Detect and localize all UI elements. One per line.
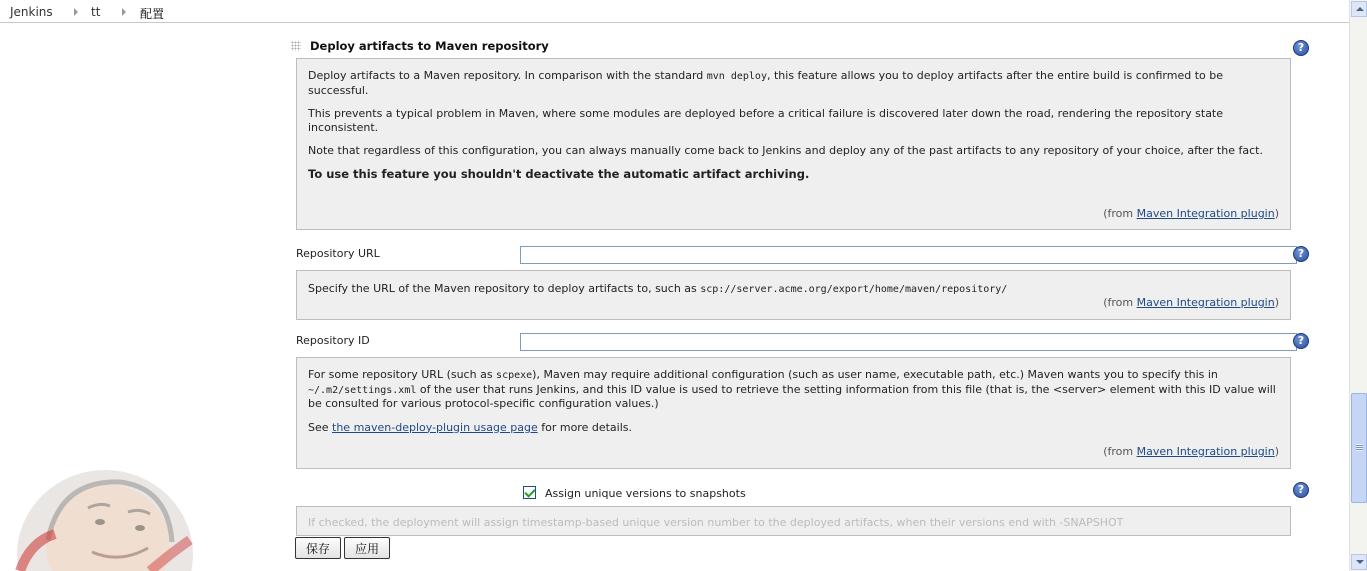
save-button[interactable]: 保存 — [295, 537, 341, 559]
help-icon[interactable]: ? — [1293, 40, 1309, 56]
help-icon[interactable]: ? — [1293, 246, 1309, 262]
breadcrumb-item-jenkins[interactable]: Jenkins — [10, 5, 53, 19]
plugin-link[interactable]: Maven Integration plugin — [1136, 445, 1275, 458]
help-paragraph: Specify the URL of the Maven repository to deploy artifacts to, such as scp://server.acme.org/export/home/maven/repository/ — [308, 282, 1008, 295]
help-source: (from Maven Integration plugin) — [1103, 445, 1279, 458]
help-paragraph: For some repository URL (such as scpexe), Maven may require additional configuration (such as user name, executable path, etc.) Maven wants you to specify this in ~/.m2/settings.xml of the user that runs Jenkins, and this ID value is used to retrieve the setting information from this file (that is, the <server> element with this ID value will be consulted for various protocol-specific configuration values.) — [308, 368, 1276, 410]
breadcrumb — [0, 0, 1349, 23]
help-source: (from Maven Integration plugin) — [1103, 207, 1279, 220]
help-source: (from Maven Integration plugin) — [1103, 296, 1279, 309]
unique-versions-help-box — [296, 506, 1291, 536]
breadcrumb-separator-icon — [74, 8, 78, 16]
help-paragraph: Deploy artifacts to a Maven repository. In comparison with the standard mvn deploy, this feature allows you to deploy artifacts after the entire build is confirmed to be successful. — [308, 69, 1223, 97]
jenkins-butler-logo — [0, 460, 200, 571]
apply-button[interactable]: 应用 — [344, 537, 390, 559]
plugin-link[interactable]: Maven Integration plugin — [1136, 207, 1275, 220]
scrollbar-thumb[interactable] — [1351, 393, 1367, 503]
help-paragraph-bold: To use this feature you shouldn't deactivate the automatic artifact archiving. — [308, 166, 810, 181]
section-title: Deploy artifacts to Maven repository — [310, 39, 549, 53]
section-help-box — [296, 58, 1291, 230]
help-paragraph: Note that regardless of this configuration, you can always manually come back to Jenkins and deploy any of the past artifacts to any repository of your choice, after the fact. — [308, 144, 1263, 157]
repository-id-label: Repository ID — [296, 334, 370, 347]
scroll-up-arrow-icon[interactable] — [1351, 1, 1367, 17]
breadcrumb-separator-icon — [122, 8, 126, 16]
unique-versions-checkbox[interactable] — [523, 486, 536, 499]
repository-url-help-box — [296, 270, 1291, 320]
help-paragraph-partial: If checked, the deployment will assign timestamp-based unique version number to the deployed artifacts, when their versions end with -SNAPSHOT — [308, 516, 1124, 529]
repository-id-input[interactable] — [520, 333, 1297, 351]
plugin-link[interactable]: Maven Integration plugin — [1136, 296, 1275, 309]
maven-deploy-plugin-link[interactable]: the maven-deploy-plugin usage page — [332, 420, 538, 434]
repository-id-help-box — [296, 357, 1291, 469]
scroll-down-arrow-icon[interactable] — [1351, 554, 1367, 570]
help-icon[interactable]: ? — [1293, 333, 1309, 349]
help-paragraph: See the maven-deploy-plugin usage page for more details. — [308, 420, 632, 434]
breadcrumb-item-job[interactable]: tt — [91, 5, 101, 19]
unique-versions-label[interactable]: Assign unique versions to snapshots — [545, 487, 746, 500]
repository-url-label: Repository URL — [296, 247, 380, 260]
drag-handle-icon[interactable] — [291, 41, 301, 51]
breadcrumb-item-configure[interactable]: 配置 — [140, 7, 165, 21]
vertical-scrollbar[interactable] — [1349, 0, 1367, 571]
help-paragraph: This prevents a typical problem in Maven, where some modules are deployed before a critical failure is discovered later down the road, rendering the repository state inconsistent. — [308, 107, 1224, 134]
help-icon[interactable]: ? — [1293, 482, 1309, 498]
repository-url-input[interactable] — [520, 246, 1297, 264]
